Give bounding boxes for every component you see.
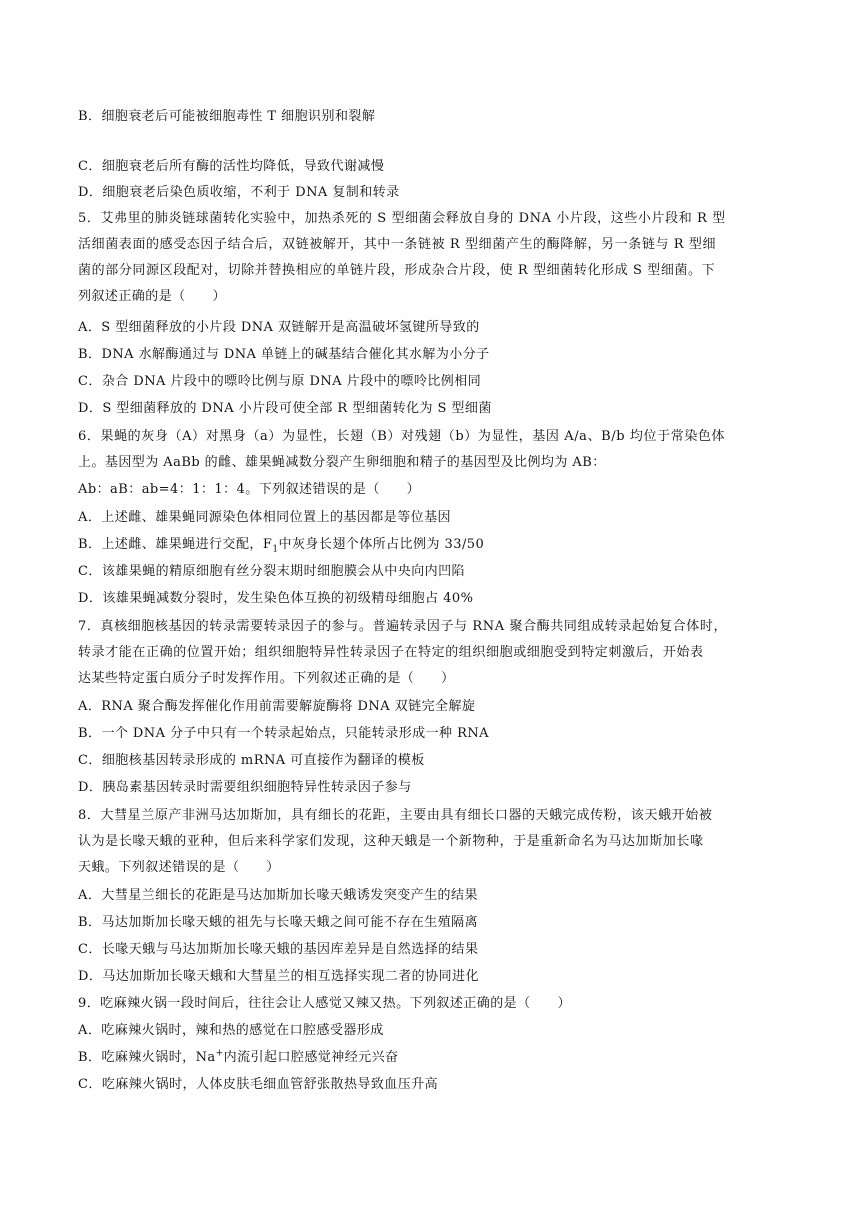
q9-option-a: A．吃麻辣火锅时，辣和热的感觉在口腔感受器形成 xyxy=(78,1023,384,1038)
q9-option-b-superscript: + xyxy=(215,1048,224,1059)
q5-stem-line-2: 活细菌表面的感受态因子结合后，双链被解开，其中一条链被 R 型细菌产生的酶降解，另一条链与 R 型细 xyxy=(78,237,717,252)
q6-option-b-subscript: 1 xyxy=(272,544,279,555)
q7-option-a: A．RNA 聚合酶发挥催化作用前需要解旋酶将 DNA 双链完全解旋 xyxy=(78,699,476,714)
q6-option-b-text: B．上述雌、雄果蝇进行交配，F xyxy=(78,537,273,552)
q6-stem-line-3: Ab：aB：ab=4：1：1：4。下列叙述错误的是（ ） xyxy=(78,482,421,497)
q8-option-d: D．马达加斯加长喙天蛾和大彗星兰的相互选择实现二者的协同进化 xyxy=(78,969,479,984)
q8-stem-line-1: 8．大彗星兰原产非洲马达加斯加，具有细长的花距，主要由具有细长口器的天蛾完成传粉，该天蛾开始被 xyxy=(78,808,713,823)
q7-stem-line-1: 7．真核细胞核基因的转录需要转录因子的参与。普遍转录因子与 RNA 聚合酶共同组成转录起始复合体时， xyxy=(78,619,728,634)
q8-stem-line-3: 天蛾。下列叙述错误的是（ ） xyxy=(78,860,280,875)
q6-option-b xyxy=(78,535,783,555)
q5-option-c: C．杂合 DNA 片段中的嘌呤比例与原 DNA 片段中的嘌呤比例相同 xyxy=(78,374,482,389)
q7-option-c: C．细胞核基因转录形成的 mRNA 可直接作为翻译的模板 xyxy=(78,753,425,768)
q8-option-b: B．马达加斯加长喙天蛾的祖先与长喙天蛾之间可能不存在生殖隔离 xyxy=(78,915,479,930)
q6-stem-line-2: 上。基因型为 AaBb 的雌、雄果蝇减数分裂产生卵细胞和精子的基因型及比例均为 AB： xyxy=(78,455,606,470)
q6-option-a: A．上述雌、雄果蝇同源染色体相同位置上的基因都是等位基因 xyxy=(78,510,451,525)
q5-stem-line-4: 列叙述正确的是（ ） xyxy=(78,289,226,304)
q7-option-d: D．胰岛素基因转录时需要组织细胞特异性转录因子参与 xyxy=(78,780,412,795)
q9-option-b-text-end: 内流引起口腔感觉神经元兴奋 xyxy=(223,1050,399,1065)
q5-option-d: D．S 型细菌释放的 DNA 小片段可使全部 R 型细菌转化为 S 型细菌 xyxy=(78,401,492,416)
q9-option-c: C．吃麻辣火锅时，人体皮肤毛细血管舒张散热导致血压升高 xyxy=(78,1077,439,1092)
q8-option-a: A．大彗星兰细长的花距是马达加斯加长喙天蛾诱发突变产生的结果 xyxy=(78,888,478,903)
q4-option-b: B．细胞衰老后可能被细胞毒性 T 细胞识别和裂解 xyxy=(78,109,376,124)
q9-stem-line-1: 9．吃麻辣火锅一段时间后，往往会让人感觉又辣又热。下列叙述正确的是（ ） xyxy=(78,996,571,1011)
q6-option-d: D．该雄果蝇减数分裂时，发生染色体互换的初级精母细胞占 40% xyxy=(78,591,474,606)
q7-stem-line-2: 转录才能在正确的位置开始；组织细胞特异性转录因子在特定的组织细胞或细胞受到特定刺激后，开始表 xyxy=(78,645,704,660)
q6-option-b-text-end: 中灰身长翅个体所占比例为 33/50 xyxy=(278,537,485,552)
q4-option-d: D．细胞衰老后染色质收缩，不利于 DNA 复制和转录 xyxy=(78,185,400,200)
q5-stem-line-3: 菌的部分同源区段配对，切除并替换相应的单链片段，形成杂合片段，使 R 型细菌转化形成 S 型细菌。下 xyxy=(78,263,716,278)
q9-option-b-text: B．吃麻辣火锅时，Na xyxy=(78,1050,216,1065)
q5-option-a: A．S 型细菌释放的小片段 DNA 双链解开是高温破坏氢键所导致的 xyxy=(78,320,480,335)
q5-stem-line-1: 5．艾弗里的肺炎链球菌转化实验中，加热杀死的 S 型细菌会释放自身的 DNA 小片段，这些小片段和 R 型 xyxy=(78,211,726,226)
q8-option-c: C．长喙天蛾与马达加斯加长喙天蛾的基因库差异是自然选择的结果 xyxy=(78,942,479,957)
q7-option-b: B．一个 DNA 分子中只有一个转录起始点，只能转录形成一种 RNA xyxy=(78,726,489,741)
q7-stem-line-3: 达某些特定蛋白质分子时发挥作用。下列叙述正确的是（ ） xyxy=(78,671,455,686)
q6-option-c: C．该雄果蝇的精原细胞有丝分裂末期时细胞膜会从中央向内凹陷 xyxy=(78,564,465,579)
q4-option-c: C．细胞衰老后所有酶的活性均降低，导致代谢减慢 xyxy=(78,159,385,174)
q9-option-b xyxy=(78,1048,783,1068)
q6-stem-line-1: 6．果蝇的灰身（A）对黑身（a）为显性，长翅（B）对残翅（b）为显性，基因 A/a、B/b 均位于常染色体 xyxy=(78,429,726,444)
q5-option-b: B．DNA 水解酶通过与 DNA 单链上的碱基结合催化其水解为小分子 xyxy=(78,347,490,362)
q8-stem-line-2: 认为是长喙天蛾的亚种，但后来科学家们发现，这种天蛾是一个新物种，于是重新命名为马达加斯加长喙 xyxy=(78,834,704,849)
